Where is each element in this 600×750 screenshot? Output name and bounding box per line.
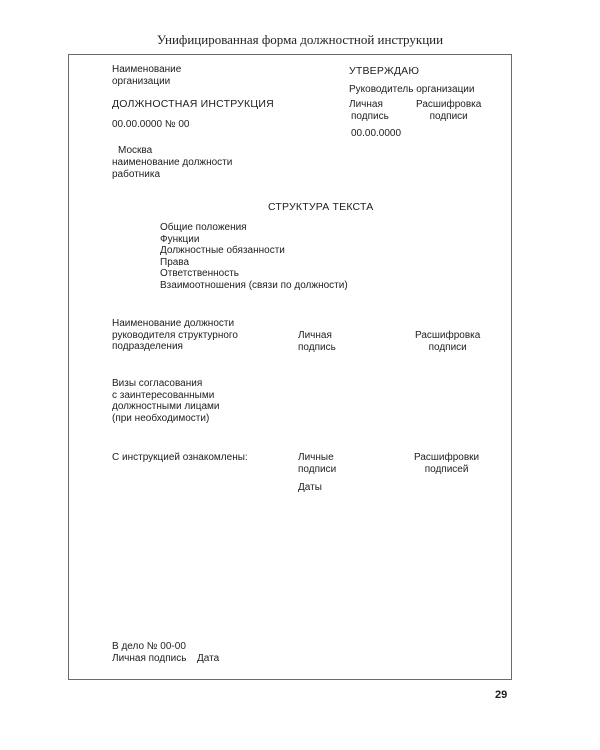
head-transcript [415, 330, 480, 353]
acquainted-signatures-line: подписи [298, 463, 337, 475]
visas-line: должностными лицами [112, 401, 220, 412]
approve-position: Руководитель организации [349, 84, 475, 95]
structure-list [160, 222, 348, 291]
organization-name [112, 64, 181, 88]
acquainted-label: С инструкцией ознакомлены: [112, 452, 248, 463]
head-position-line: Наименование должности [112, 318, 235, 329]
approve-transcript [416, 99, 481, 122]
head-position-line: подразделения [112, 341, 183, 352]
structure-item: Должностные обязанности [160, 245, 285, 256]
acquainted-dates: Даты [298, 482, 322, 493]
organization-name-line: Наименование [112, 64, 182, 75]
organization-name-line: организации [112, 76, 171, 87]
city: Москва [118, 145, 153, 156]
acquainted-transcripts-line: Расшифровки [414, 452, 480, 463]
acquainted-signatures [298, 452, 336, 475]
head-signature [298, 330, 336, 353]
document-number: 00.00.0000 № 00 [112, 119, 190, 130]
approve-signature-line: Личная [349, 99, 383, 110]
approval-visas [112, 378, 220, 424]
structure-item: Функции [160, 233, 200, 245]
case-reference: В дело № 00-00 [112, 641, 186, 652]
head-position-label [112, 318, 238, 353]
document-title: ДОЛЖНОСТНАЯ ИНСТРУКЦИЯ [112, 98, 274, 110]
acquainted-transcripts [414, 452, 479, 475]
page-number: 29 [495, 689, 508, 701]
structure-item: Общие положения [160, 222, 247, 233]
acquainted-signatures-line: Личные [298, 452, 334, 463]
visas-line: Визы согласования [112, 378, 203, 389]
approve-transcript-line: подписи [429, 110, 468, 122]
position-name-line: наименование должности [112, 157, 233, 168]
head-transcript-line: подписи [428, 341, 467, 353]
approve-signature [349, 99, 389, 122]
position-name-line: работника [112, 168, 161, 180]
head-signature-line: подпись [298, 341, 336, 353]
acquainted-transcripts-line: подписей [424, 463, 469, 475]
page-header: Унифицированная форма должностной инструкции [156, 32, 444, 47]
head-signature-line: Личная [298, 330, 332, 341]
structure-item: Права [160, 256, 190, 268]
head-transcript-line: Расшифровка [415, 330, 481, 341]
structure-item: Взаимоотношения (связи по должности) [160, 279, 348, 291]
visas-line: (при необходимости) [112, 412, 210, 424]
structure-item: Ответственность [160, 268, 239, 279]
head-position-line: руководителя структурного [112, 329, 238, 341]
visas-line: с заинтересованными [112, 389, 215, 401]
approve-date: 00.00.0000 [351, 128, 402, 139]
approve-signature-line: подпись [351, 110, 389, 122]
position-name [112, 157, 232, 180]
approve-title: УТВЕРЖДАЮ [349, 65, 420, 77]
footer-date: Дата [197, 653, 220, 664]
footer-signature: Личная подпись [112, 653, 187, 664]
approve-transcript-line: Расшифровка [416, 99, 482, 110]
structure-title: СТРУКТУРА ТЕКСТА [268, 201, 374, 213]
